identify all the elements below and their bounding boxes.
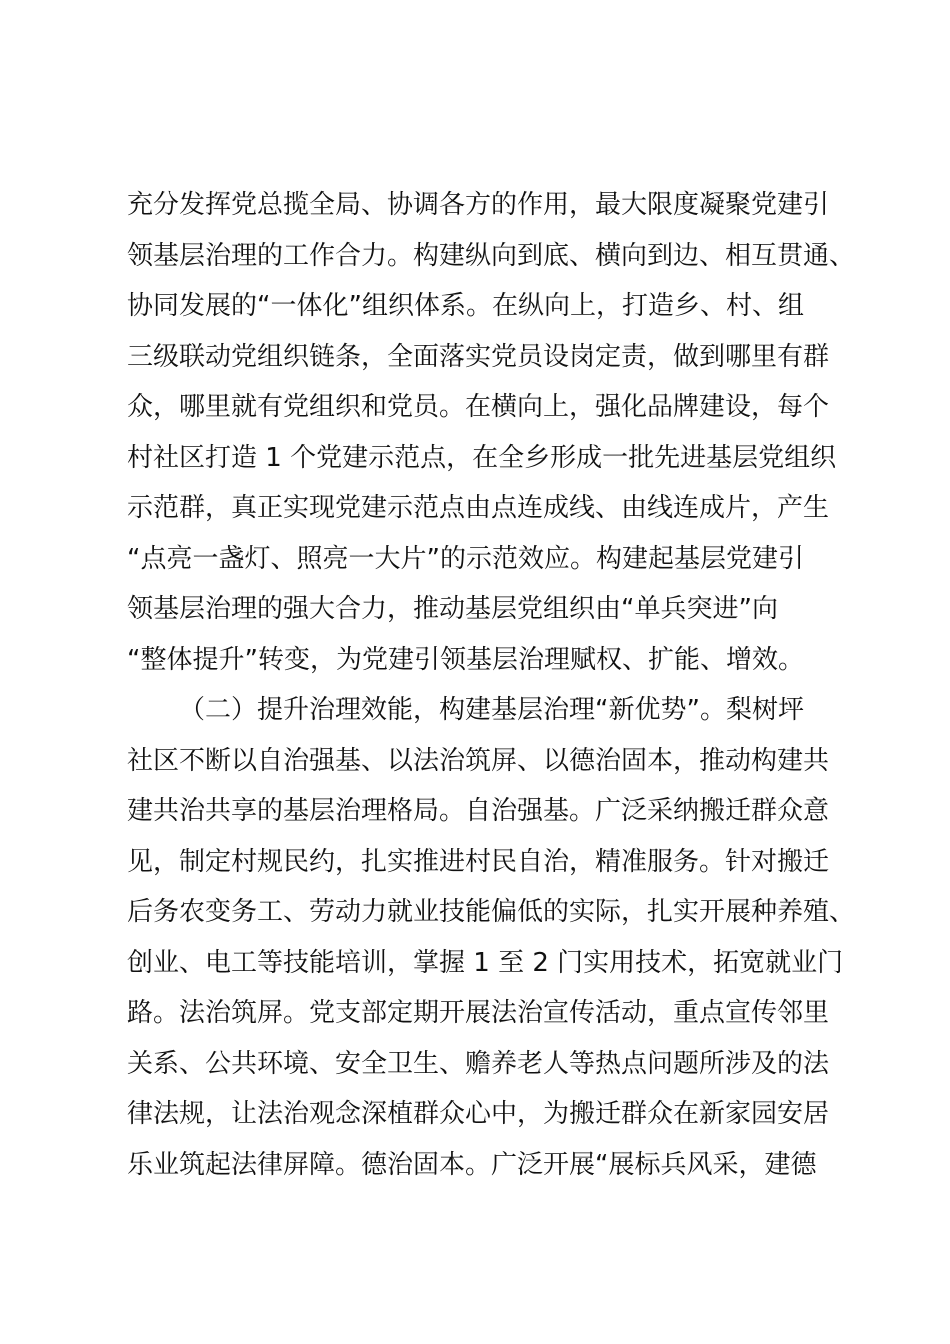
text-line: 领基层治理的强大合力，推动基层党组织由“单兵突进”向 xyxy=(127,594,778,624)
text-line: 三级联动党组织链条，全面落实党员设岗定责，做到哪里有群 xyxy=(127,341,830,372)
body-text xyxy=(127,180,856,1190)
text-line: 领基层治理的工作合力。构建纵向到底、横向到边、相互贯通、 xyxy=(127,240,856,271)
text-line: 示范群，真正实现党建示范点由点连成线、由线连成片，产生 xyxy=(127,493,830,523)
text-line: 建共治共享的基层治理格局。自治强基。广泛采纳搬迁群众意 xyxy=(127,796,830,826)
text-line: “点亮一盏灯、照亮一大片”的示范效应。构建起基层党建引 xyxy=(127,543,804,574)
text-line: “整体提升”转变，为党建引领基层治理赋权、扩能、增效。 xyxy=(127,644,804,675)
text-line: 创业、电工等技能培训，掌握 1 至 2 门实用技术，拓宽就业门 xyxy=(127,947,844,978)
text-line: 协同发展的“一体化”组织体系。在纵向上，打造乡、村、组 xyxy=(127,291,804,321)
text-line: 社区不断以自治强基、以法治筑屏、以德治固本，推动构建共 xyxy=(127,745,830,776)
text-line: 乐业筑起法律屏障。德治固本。广泛开展“展标兵风采，建德 xyxy=(127,1149,817,1180)
text-line: 后务农变务工、劳动力就业技能偏低的实际，扎实开展种养殖、 xyxy=(127,897,856,927)
text-line: 众，哪里就有党组织和党员。在横向上，强化品牌建设，每个 xyxy=(127,392,830,422)
text-line: 见，制定村规民约，扎实推进村民自治，精准服务。针对搬迁 xyxy=(127,846,830,877)
text-line: 路。法治筑屏。党支部定期开展法治宣传活动，重点宣传邻里 xyxy=(127,998,830,1028)
text-line: 充分发挥党总揽全局、协调各方的作用，最大限度凝聚党建引 xyxy=(127,190,830,220)
text-line: 村社区打造 1 个党建示范点，在全乡形成一批先进基层党组织 xyxy=(127,442,837,473)
text-line: 关系、公共环境、安全卫生、赡养老人等热点问题所涉及的法 xyxy=(127,1048,830,1079)
section-heading-line: （二）提升治理效能，构建基层治理“新优势”。梨树坪 xyxy=(179,695,804,725)
text-line: 律法规，让法治观念深植群众心中，为搬迁群众在新家园安居 xyxy=(127,1099,830,1129)
